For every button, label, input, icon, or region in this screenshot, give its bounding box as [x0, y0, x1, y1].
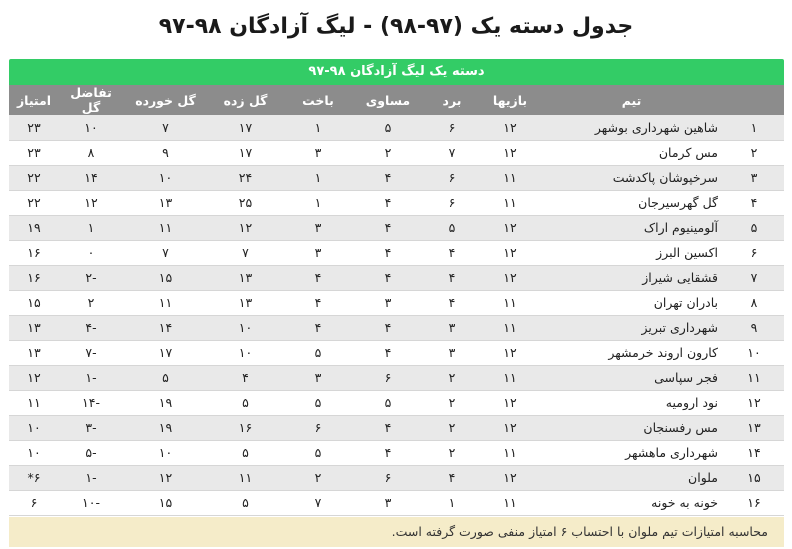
footnote: محاسبه امتیازات تیم ملوان با احتساب ۶ امتیاز منفی صورت گرفته است. [9, 517, 784, 547]
goal-difference-cell: -۱ [59, 365, 123, 390]
team-cell: ملوان [539, 465, 724, 490]
points-cell: ۲۳ [9, 115, 59, 140]
goals-against-cell: ۱۵ [123, 265, 208, 290]
lost-cell: ۵ [283, 340, 353, 365]
rank-cell: ۶ [724, 240, 784, 265]
table-header: دسته یک لیگ آزادگان ۹۸-۹۷ [9, 59, 784, 85]
rank-cell: ۱۱ [724, 365, 784, 390]
goal-difference-cell: -۷ [59, 340, 123, 365]
played-cell: ۱۲ [481, 340, 539, 365]
team-cell: قشقایی شیراز [539, 265, 724, 290]
standings-table [9, 85, 784, 516]
goals-for-cell: ۱۷ [208, 140, 283, 165]
drawn-cell: ۴ [353, 265, 423, 290]
drawn-cell: ۴ [353, 440, 423, 465]
won-cell: ۷ [423, 140, 481, 165]
table-row [9, 140, 784, 165]
lost-cell: ۵ [283, 390, 353, 415]
points-cell: ۱۰ [9, 440, 59, 465]
goals-against-cell: ۱۵ [123, 490, 208, 515]
goals-against-cell: ۱۱ [123, 215, 208, 240]
goals-against-cell: ۱۱ [123, 290, 208, 315]
lost-cell: ۱ [283, 165, 353, 190]
goals-for-header: گل زده [223, 92, 268, 108]
team-cell: نود ارومیه [539, 390, 724, 415]
table-row [9, 290, 784, 315]
goal-difference-cell: -۱ [59, 465, 123, 490]
goal-difference-cell: ۰ [59, 240, 123, 265]
table-row [9, 190, 784, 215]
goals-for-cell: ۵ [208, 440, 283, 465]
goal-difference-cell: ۱۲ [59, 190, 123, 215]
table-row [9, 415, 784, 440]
table-row [9, 165, 784, 190]
goal-difference-cell: ۱۰ [59, 115, 123, 140]
team-cell: شهرداری ماهشهر [539, 440, 724, 465]
rank-cell: ۴ [724, 190, 784, 215]
goals-against-cell: ۱۰ [123, 440, 208, 465]
rank-cell: ۱ [724, 115, 784, 140]
drawn-cell: ۴ [353, 415, 423, 440]
points-cell: ۱۶ [9, 240, 59, 265]
played-cell: ۱۱ [481, 315, 539, 340]
lost-cell: ۲ [283, 465, 353, 490]
lost-cell: ۴ [283, 290, 353, 315]
won-cell: ۲ [423, 440, 481, 465]
played-cell: ۱۲ [481, 465, 539, 490]
goals-for-cell: ۲۴ [208, 165, 283, 190]
played-cell: ۱۱ [481, 490, 539, 515]
goals-for-cell: ۵ [208, 490, 283, 515]
drawn-cell: ۴ [353, 240, 423, 265]
table-row [9, 265, 784, 290]
rank-cell: ۱۴ [724, 440, 784, 465]
table-row [9, 465, 784, 490]
won-cell: ۱ [423, 490, 481, 515]
points-cell: ۱۵ [9, 290, 59, 315]
drawn-cell: ۳ [353, 290, 423, 315]
played-cell: ۱۲ [481, 215, 539, 240]
points-cell: ۱۳ [9, 340, 59, 365]
goal-difference-cell: -۳ [59, 415, 123, 440]
team-cell: کارون اروند خرمشهر [539, 340, 724, 365]
goals-for-cell: ۱۲ [208, 215, 283, 240]
drawn-cell: ۴ [353, 315, 423, 340]
rank-cell: ۱۰ [724, 340, 784, 365]
points-cell: ۱۳ [9, 315, 59, 340]
goals-against-header: گل خورده [135, 92, 196, 108]
rank-cell: ۹ [724, 315, 784, 340]
table-column-header-row [9, 85, 784, 115]
goals-against-cell: ۹ [123, 140, 208, 165]
drawn-header: مساوی [365, 92, 411, 108]
points-cell: ۲۳ [9, 140, 59, 165]
table-row [9, 240, 784, 265]
points-cell: ۱۰ [9, 415, 59, 440]
played-cell: ۱۱ [481, 365, 539, 390]
won-cell: ۶ [423, 190, 481, 215]
drawn-cell: ۴ [353, 190, 423, 215]
table-row [9, 365, 784, 390]
rank-cell: ۲ [724, 140, 784, 165]
drawn-cell: ۶ [353, 465, 423, 490]
table-row [9, 215, 784, 240]
team-cell: فجر سپاسی [539, 365, 724, 390]
played-cell: ۱۱ [481, 190, 539, 215]
goals-for-cell: ۱۰ [208, 340, 283, 365]
rank-cell: ۱۵ [724, 465, 784, 490]
points-cell: ۱۱ [9, 390, 59, 415]
team-cell: سرخپوشان پاکدشت [539, 165, 724, 190]
played-cell: ۱۲ [481, 140, 539, 165]
lost-cell: ۴ [283, 315, 353, 340]
played-cell: ۱۱ [481, 290, 539, 315]
won-header: برد [442, 92, 462, 108]
lost-cell: ۳ [283, 365, 353, 390]
team-cell: بادران تهران [539, 290, 724, 315]
played-cell: ۱۲ [481, 240, 539, 265]
won-cell: ۶ [423, 115, 481, 140]
played-cell: ۱۲ [481, 265, 539, 290]
rank-cell: ۳ [724, 165, 784, 190]
goals-against-cell: ۱۷ [123, 340, 208, 365]
won-cell: ۳ [423, 340, 481, 365]
won-cell: ۶ [423, 165, 481, 190]
played-cell: ۱۲ [481, 115, 539, 140]
team-cell: اکسین البرز [539, 240, 724, 265]
rank-cell: ۱۶ [724, 490, 784, 515]
goals-for-cell: ۱۱ [208, 465, 283, 490]
points-cell: ۶* [9, 465, 59, 490]
goals-against-cell: ۱۴ [123, 315, 208, 340]
drawn-cell: ۲ [353, 140, 423, 165]
goal-difference-cell: -۴ [59, 315, 123, 340]
table-row [9, 440, 784, 465]
goals-against-cell: ۷ [123, 115, 208, 140]
lost-cell: ۱ [283, 115, 353, 140]
goals-against-cell: ۱۹ [123, 415, 208, 440]
goals-against-cell: ۱۲ [123, 465, 208, 490]
goals-for-cell: ۲۵ [208, 190, 283, 215]
played-cell: ۱۱ [481, 440, 539, 465]
standings-table-container [9, 59, 784, 516]
goal-difference-cell: ۸ [59, 140, 123, 165]
table-row [9, 390, 784, 415]
played-cell: ۱۲ [481, 390, 539, 415]
points-cell: ۲۲ [9, 190, 59, 215]
rank-header [724, 85, 784, 115]
lost-cell: ۳ [283, 140, 353, 165]
table-body [9, 115, 784, 515]
team-cell: مس کرمان [539, 140, 724, 165]
won-cell: ۲ [423, 365, 481, 390]
goals-against-cell: ۱۳ [123, 190, 208, 215]
team-cell: آلومینیوم اراک [539, 215, 724, 240]
won-cell: ۴ [423, 465, 481, 490]
points-cell: ۱۹ [9, 215, 59, 240]
team-cell: مس رفسنجان [539, 415, 724, 440]
won-cell: ۵ [423, 215, 481, 240]
won-cell: ۴ [423, 290, 481, 315]
drawn-cell: ۴ [353, 165, 423, 190]
table-row [9, 490, 784, 515]
goals-for-cell: ۱۶ [208, 415, 283, 440]
drawn-cell: ۵ [353, 390, 423, 415]
goal-difference-cell: -۱۰ [59, 490, 123, 515]
goals-for-cell: ۴ [208, 365, 283, 390]
rank-cell: ۱۲ [724, 390, 784, 415]
goal-difference-cell: -۱۴ [59, 390, 123, 415]
table-row [9, 315, 784, 340]
points-cell: ۱۲ [9, 365, 59, 390]
drawn-cell: ۴ [353, 215, 423, 240]
team-cell: شاهین شهرداری بوشهر [539, 115, 724, 140]
played-header: بازیها [492, 92, 528, 108]
goals-against-cell: ۱۹ [123, 390, 208, 415]
team-cell: شهرداری تبریز [539, 315, 724, 340]
points-cell: ۱۶ [9, 265, 59, 290]
goals-for-cell: ۵ [208, 390, 283, 415]
won-cell: ۳ [423, 315, 481, 340]
goals-against-cell: ۷ [123, 240, 208, 265]
won-cell: ۴ [423, 265, 481, 290]
points-header: امتیاز [16, 92, 52, 108]
drawn-cell: ۴ [353, 340, 423, 365]
team-cell: گل گهرسیرجان [539, 190, 724, 215]
drawn-cell: ۳ [353, 490, 423, 515]
lost-cell: ۴ [283, 265, 353, 290]
goal-difference-cell: ۲ [59, 290, 123, 315]
lost-header: باخت [302, 92, 334, 108]
rank-cell: ۱۳ [724, 415, 784, 440]
rank-cell: ۵ [724, 215, 784, 240]
lost-cell: ۶ [283, 415, 353, 440]
rank-cell: ۷ [724, 265, 784, 290]
goal-difference-cell: -۵ [59, 440, 123, 465]
drawn-cell: ۵ [353, 115, 423, 140]
goals-against-cell: ۵ [123, 365, 208, 390]
goal-difference-header: تفاضل گل [70, 85, 112, 115]
lost-cell: ۳ [283, 215, 353, 240]
lost-cell: ۵ [283, 440, 353, 465]
team-cell: خونه به خونه [539, 490, 724, 515]
team-header: تیم [621, 92, 642, 108]
rank-cell: ۸ [724, 290, 784, 315]
goal-difference-cell: ۱۴ [59, 165, 123, 190]
won-cell: ۲ [423, 390, 481, 415]
table-row [9, 340, 784, 365]
page-title: جدول دسته یک (۹۷-۹۸) - لیگ آزادگان ۹۸-۹۷ [158, 14, 634, 39]
points-cell: ۲۲ [9, 165, 59, 190]
goal-difference-cell: -۲ [59, 265, 123, 290]
points-cell: ۶ [9, 490, 59, 515]
goals-for-cell: ۱۳ [208, 290, 283, 315]
goals-for-cell: ۷ [208, 240, 283, 265]
goals-for-cell: ۱۳ [208, 265, 283, 290]
played-cell: ۱۱ [481, 165, 539, 190]
lost-cell: ۱ [283, 190, 353, 215]
goals-for-cell: ۱۷ [208, 115, 283, 140]
won-cell: ۲ [423, 415, 481, 440]
drawn-cell: ۶ [353, 365, 423, 390]
goals-for-cell: ۱۰ [208, 315, 283, 340]
table-row [9, 115, 784, 140]
goal-difference-cell: ۱ [59, 215, 123, 240]
played-cell: ۱۲ [481, 415, 539, 440]
won-cell: ۴ [423, 240, 481, 265]
lost-cell: ۳ [283, 240, 353, 265]
lost-cell: ۷ [283, 490, 353, 515]
goals-against-cell: ۱۰ [123, 165, 208, 190]
